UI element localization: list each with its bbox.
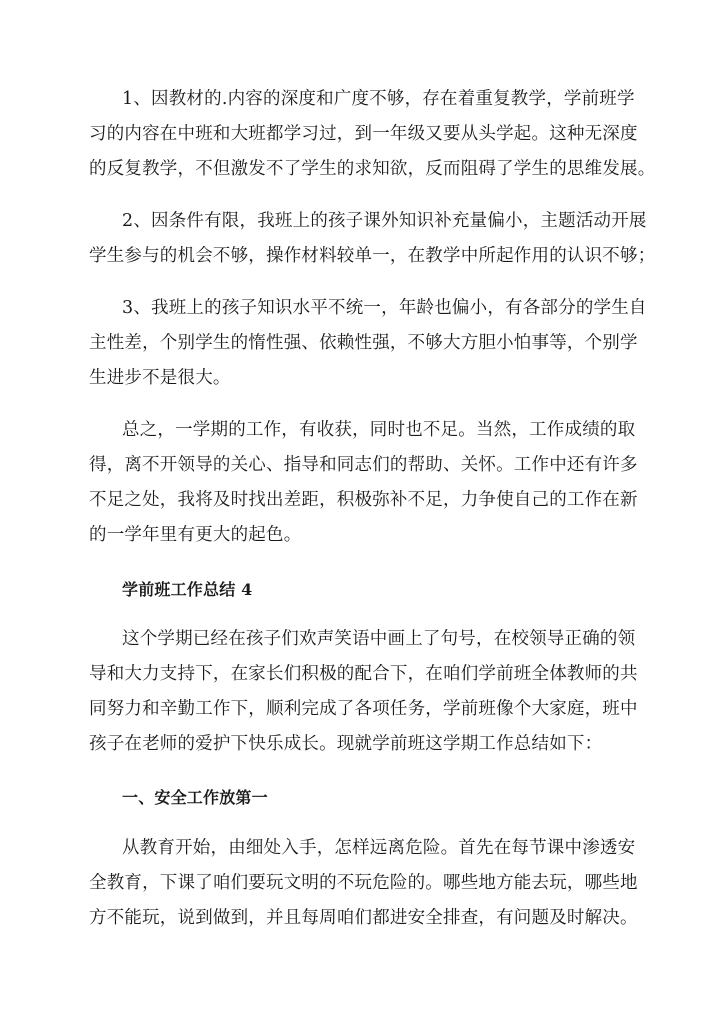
section-heading-summary-4: 学前班工作总结 4 — [122, 580, 253, 599]
paragraph-2-line-1: 2、因条件有限，我班上的孩子课外知识补充量偏小，主题活动开展 — [122, 211, 647, 231]
paragraph-1-line-2: 习的内容在中班和大班都学习过，到一年级又要从头学起。这种无深度 — [89, 124, 638, 144]
paragraph-1-line-1: 1、因教材的.内容的深度和广度不够，存在着重复教学，学前班学 — [122, 89, 635, 109]
paragraph-2-line-2: 学生参与的机会不够，操作材料较单一，在教学中所起作用的认识不够； — [89, 246, 656, 266]
paragraph-3-line-3: 生进步不是很大。 — [89, 368, 231, 388]
paragraph-3-line-2: 主性差，个别学生的惰性强、依赖性强，不够大方胆小怕事等，个别学 — [89, 333, 638, 353]
paragraph-6-line-3: 方不能玩，说到做到，并且每周咱们都进安全排查，有问题及时解决。 — [89, 908, 638, 928]
paragraph-4-line-1: 总之，一学期的工作，有收获，同时也不足。当然，工作成绩的取 — [122, 420, 636, 440]
paragraph-5-line-1: 这个学期已经在孩子们欢声笑语中画上了句号，在校领导正确的领 — [122, 629, 636, 649]
paragraph-1-line-3: 的反复教学，不但激发不了学生的求知欲，反而阻碍了学生的思维发展。 — [89, 159, 656, 179]
paragraph-6-line-1: 从教育开始，由细处入手，怎样远离危险。首先在每节课中渗透安 — [122, 838, 636, 858]
paragraph-5-line-4: 孩子在老师的爱护下快乐成长。现就学前班这学期工作总结如下： — [89, 734, 603, 754]
paragraph-6-line-2: 全教育，下课了咱们要玩文明的不玩危险的。哪些地方能去玩，哪些地 — [89, 873, 638, 893]
section-heading-safety: 一、安全工作放第一 — [122, 788, 268, 807]
paragraph-3-line-1: 3、我班上的孩子知识水平不统一，年龄也偏小，有各部分的学生自 — [122, 298, 647, 318]
paragraph-5-line-3: 同努力和辛勤工作下，顺利完成了各项任务，学前班像个大家庭，班中 — [89, 699, 638, 719]
paragraph-5-line-2: 导和大力支持下，在家长们积极的配合下，在咱们学前班全体教师的共 — [89, 664, 638, 684]
paragraph-4-line-3: 不足之处，我将及时找出差距，积极弥补不足，力争使自己的工作在新 — [89, 490, 638, 510]
paragraph-4-line-4: 的一学年里有更大的起色。 — [89, 525, 302, 545]
paragraph-4-line-2: 得，离不开领导的关心、指导和同志们的帮助、关怀。工作中还有许多 — [89, 455, 638, 475]
